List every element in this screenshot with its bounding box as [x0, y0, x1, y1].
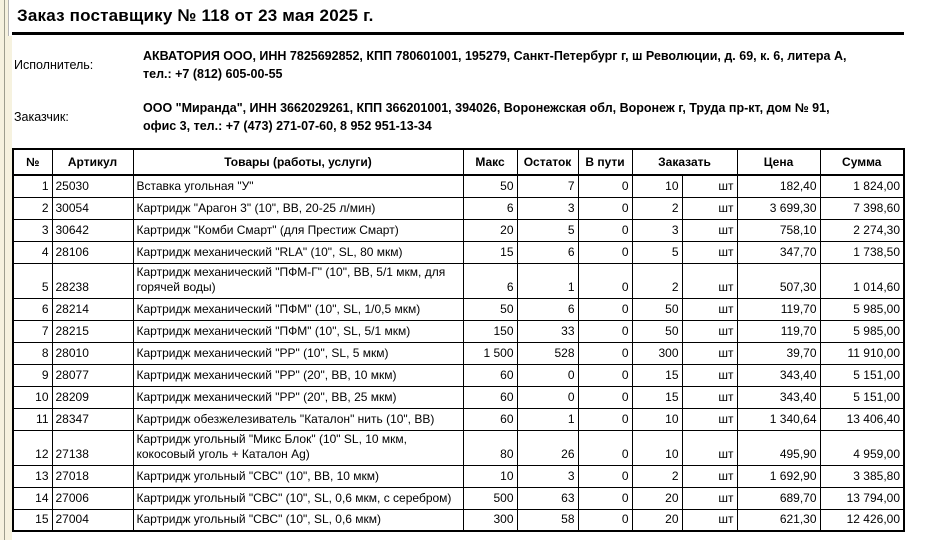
cell-article: 27006 [52, 487, 133, 509]
cell-unit: шт [682, 487, 737, 509]
executor-label: Исполнитель: [14, 58, 94, 72]
cell-max: 60 [463, 364, 517, 386]
table-row [13, 342, 904, 364]
cell-order-qty: 50 [632, 320, 682, 342]
cell-row-number: 12 [13, 430, 52, 465]
cell-sum: 4 959,00 [820, 430, 904, 465]
cell-sum: 5 985,00 [820, 298, 904, 320]
cell-article: 28077 [52, 364, 133, 386]
cell-product: Картридж механический "RLA" (10", SL, 80 мкм) [133, 241, 463, 263]
cell-product: Картридж механический "РР" (20", ВВ, 10 мкм) [133, 364, 463, 386]
cell-price: 119,70 [737, 298, 820, 320]
cell-row-number: 10 [13, 386, 52, 408]
cell-row-number: 14 [13, 487, 52, 509]
header-transit: В пути [578, 149, 632, 175]
cell-sum: 7 398,60 [820, 197, 904, 219]
cell-row-number: 6 [13, 298, 52, 320]
executor-row [14, 46, 904, 84]
cell-row-number: 1 [13, 175, 52, 197]
cell-order-qty: 2 [632, 197, 682, 219]
header-num: № [13, 149, 52, 175]
header-price: Цена [737, 149, 820, 175]
cell-article: 25030 [52, 175, 133, 197]
header-row [13, 149, 904, 175]
cell-unit: шт [682, 197, 737, 219]
customer-row [14, 98, 904, 136]
header-product: Товары (работы, услуги) [133, 149, 463, 175]
cell-transit: 0 [578, 487, 632, 509]
cell-order-qty: 50 [632, 298, 682, 320]
cell-article: 28106 [52, 241, 133, 263]
cell-order-qty: 15 [632, 386, 682, 408]
cell-transit: 0 [578, 509, 632, 531]
cell-article: 28214 [52, 298, 133, 320]
table-row [13, 509, 904, 531]
cell-product: Картридж угольный "Микс Блок" (10" SL, 10 мкм, кокосовый уголь + Каталон Ag) [133, 430, 463, 465]
cell-transit: 0 [578, 298, 632, 320]
cell-transit: 0 [578, 408, 632, 430]
cell-row-number: 9 [13, 364, 52, 386]
goods-table [12, 148, 905, 532]
cell-product: Картридж механический "РР" (10", SL, 5 мкм) [133, 342, 463, 364]
cell-price: 343,40 [737, 386, 820, 408]
cell-row-number: 2 [13, 197, 52, 219]
cell-product: Картридж "Комби Смарт" (для Престиж Смарт) [133, 219, 463, 241]
cell-product: Картридж угольный "СВС" (10", SL, 0,6 мкм, с серебром) [133, 487, 463, 509]
table-row [13, 465, 904, 487]
cell-row-number: 5 [13, 263, 52, 298]
cell-max: 300 [463, 509, 517, 531]
cell-unit: шт [682, 342, 737, 364]
executor-value [143, 47, 893, 83]
cell-article: 27004 [52, 509, 133, 531]
cell-transit: 0 [578, 219, 632, 241]
cell-order-qty: 20 [632, 487, 682, 509]
cell-stock: 0 [517, 386, 578, 408]
cell-price: 507,30 [737, 263, 820, 298]
cell-max: 6 [463, 197, 517, 219]
cell-order-qty: 15 [632, 364, 682, 386]
cell-row-number: 8 [13, 342, 52, 364]
table-row [13, 219, 904, 241]
cell-stock: 1 [517, 408, 578, 430]
table-row [13, 320, 904, 342]
document-title: Заказ поставщику № 118 от 23 мая 2025 г. [17, 6, 374, 25]
header-article: Артикул [52, 149, 133, 175]
cell-unit: шт [682, 509, 737, 531]
cell-max: 500 [463, 487, 517, 509]
cell-sum: 5 151,00 [820, 364, 904, 386]
page-edge-line [4, 0, 5, 540]
table-row [13, 175, 904, 197]
header-stock: Остаток [517, 149, 578, 175]
header-order: Заказать [632, 149, 737, 175]
cell-stock: 1 [517, 263, 578, 298]
table-row [13, 408, 904, 430]
executor-value-line1: АКВАТОРИЯ ООО, ИНН 7825692852, КПП 780601001, 195279, Санкт-Петербург г, ш Революции, д. 69, к. 6, литера А, [143, 49, 847, 63]
cell-stock: 58 [517, 509, 578, 531]
cell-product: Картридж угольный "СВС" (10", SL, 0,6 мкм) [133, 509, 463, 531]
table-row [13, 241, 904, 263]
cell-unit: шт [682, 465, 737, 487]
cell-unit: шт [682, 241, 737, 263]
table-row [13, 487, 904, 509]
table-row [13, 364, 904, 386]
cell-article: 28238 [52, 263, 133, 298]
cell-price: 39,70 [737, 342, 820, 364]
cell-max: 10 [463, 465, 517, 487]
page-margin-strip [0, 0, 12, 540]
cell-article: 28209 [52, 386, 133, 408]
cell-article: 28010 [52, 342, 133, 364]
cell-transit: 0 [578, 175, 632, 197]
cell-max: 50 [463, 175, 517, 197]
cell-sum: 12 426,00 [820, 509, 904, 531]
cell-price: 3 699,30 [737, 197, 820, 219]
customer-label: Заказчик: [14, 110, 69, 124]
table-row [13, 430, 904, 465]
cell-stock: 5 [517, 219, 578, 241]
goods-table-header [13, 149, 904, 175]
cell-order-qty: 20 [632, 509, 682, 531]
cell-sum: 1 014,60 [820, 263, 904, 298]
cell-row-number: 13 [13, 465, 52, 487]
cell-transit: 0 [578, 430, 632, 465]
cell-transit: 0 [578, 320, 632, 342]
cell-price: 1 692,90 [737, 465, 820, 487]
cell-transit: 0 [578, 263, 632, 298]
cell-transit: 0 [578, 386, 632, 408]
cell-unit: шт [682, 263, 737, 298]
cell-max: 60 [463, 386, 517, 408]
cell-max: 50 [463, 298, 517, 320]
cell-unit: шт [682, 364, 737, 386]
cell-order-qty: 300 [632, 342, 682, 364]
customer-value-line1: ООО "Миранда", ИНН 3662029261, КПП 366201001, 394026, Воронежская обл, Воронеж г, Труда пр-кт, дом № 91, [143, 101, 830, 115]
cell-article: 28215 [52, 320, 133, 342]
cell-unit: шт [682, 219, 737, 241]
header-sum: Сумма [820, 149, 904, 175]
cell-sum: 5 151,00 [820, 386, 904, 408]
cell-sum: 1 824,00 [820, 175, 904, 197]
cell-stock: 7 [517, 175, 578, 197]
cell-unit: шт [682, 320, 737, 342]
cell-product: Вставка угольная "У" [133, 175, 463, 197]
cell-price: 182,40 [737, 175, 820, 197]
cell-sum: 11 910,00 [820, 342, 904, 364]
cell-max: 15 [463, 241, 517, 263]
cell-transit: 0 [578, 342, 632, 364]
cell-unit: шт [682, 175, 737, 197]
cell-row-number: 4 [13, 241, 52, 263]
cell-product: Картридж механический "ПФМ-Г" (10", ВВ, 5/1 мкм, для горячей воды) [133, 263, 463, 298]
cell-sum: 3 385,80 [820, 465, 904, 487]
cell-sum: 5 985,00 [820, 320, 904, 342]
cell-stock: 3 [517, 197, 578, 219]
cell-stock: 33 [517, 320, 578, 342]
cell-article: 27018 [52, 465, 133, 487]
cell-order-qty: 10 [632, 408, 682, 430]
cell-row-number: 15 [13, 509, 52, 531]
cell-max: 80 [463, 430, 517, 465]
cell-product: Картридж механический "ПФМ" (10", SL, 1/0,5 мкм) [133, 298, 463, 320]
table-row [13, 263, 904, 298]
cell-row-number: 11 [13, 408, 52, 430]
table-row [13, 298, 904, 320]
cell-stock: 6 [517, 298, 578, 320]
cell-row-number: 7 [13, 320, 52, 342]
cell-price: 495,90 [737, 430, 820, 465]
cell-price: 119,70 [737, 320, 820, 342]
cell-article: 28347 [52, 408, 133, 430]
cell-max: 20 [463, 219, 517, 241]
cell-price: 621,30 [737, 509, 820, 531]
cell-transit: 0 [578, 465, 632, 487]
cell-max: 1 500 [463, 342, 517, 364]
cell-article: 30054 [52, 197, 133, 219]
cell-max: 6 [463, 263, 517, 298]
cell-price: 347,70 [737, 241, 820, 263]
table-row [13, 386, 904, 408]
cell-order-qty: 10 [632, 175, 682, 197]
cell-product: Картридж механический "РР" (20", ВВ, 25 мкм) [133, 386, 463, 408]
title-divider-rule [12, 32, 904, 35]
goods-table-body [13, 175, 904, 531]
cell-article: 27138 [52, 430, 133, 465]
cell-order-qty: 10 [632, 430, 682, 465]
customer-value-line2: офис 3, тел.: +7 (473) 271-07-60, 8 952 951-13-34 [143, 119, 432, 133]
cell-sum: 1 738,50 [820, 241, 904, 263]
cell-price: 758,10 [737, 219, 820, 241]
cell-unit: шт [682, 298, 737, 320]
customer-value [143, 99, 893, 135]
cell-price: 343,40 [737, 364, 820, 386]
header-max: Макс [463, 149, 517, 175]
cell-transit: 0 [578, 364, 632, 386]
cell-transit: 0 [578, 241, 632, 263]
cell-sum: 13 406,40 [820, 408, 904, 430]
cell-price: 1 340,64 [737, 408, 820, 430]
cell-stock: 6 [517, 241, 578, 263]
cell-price: 689,70 [737, 487, 820, 509]
cell-product: Картридж "Арагон 3" (10", ВВ, 20-25 л/мин) [133, 197, 463, 219]
cell-max: 60 [463, 408, 517, 430]
cell-article: 30642 [52, 219, 133, 241]
cell-unit: шт [682, 386, 737, 408]
cell-transit: 0 [578, 197, 632, 219]
title-block-edge [8, 0, 13, 36]
cell-order-qty: 3 [632, 219, 682, 241]
table-row [13, 197, 904, 219]
cell-order-qty: 5 [632, 241, 682, 263]
cell-stock: 26 [517, 430, 578, 465]
cell-product: Картридж обезжелезиватель "Каталон" нить (10", ВВ) [133, 408, 463, 430]
cell-unit: шт [682, 430, 737, 465]
cell-stock: 63 [517, 487, 578, 509]
cell-stock: 0 [517, 364, 578, 386]
cell-row-number: 3 [13, 219, 52, 241]
cell-order-qty: 2 [632, 465, 682, 487]
cell-max: 150 [463, 320, 517, 342]
cell-product: Картридж угольный "СВС" (10", ВВ, 10 мкм) [133, 465, 463, 487]
cell-order-qty: 2 [632, 263, 682, 298]
cell-unit: шт [682, 408, 737, 430]
cell-stock: 3 [517, 465, 578, 487]
cell-product: Картридж механический "ПФМ" (10", SL, 5/1 мкм) [133, 320, 463, 342]
cell-sum: 13 794,00 [820, 487, 904, 509]
cell-stock: 528 [517, 342, 578, 364]
executor-value-line2: тел.: +7 (812) 605-00-55 [143, 67, 283, 81]
cell-sum: 2 274,30 [820, 219, 904, 241]
